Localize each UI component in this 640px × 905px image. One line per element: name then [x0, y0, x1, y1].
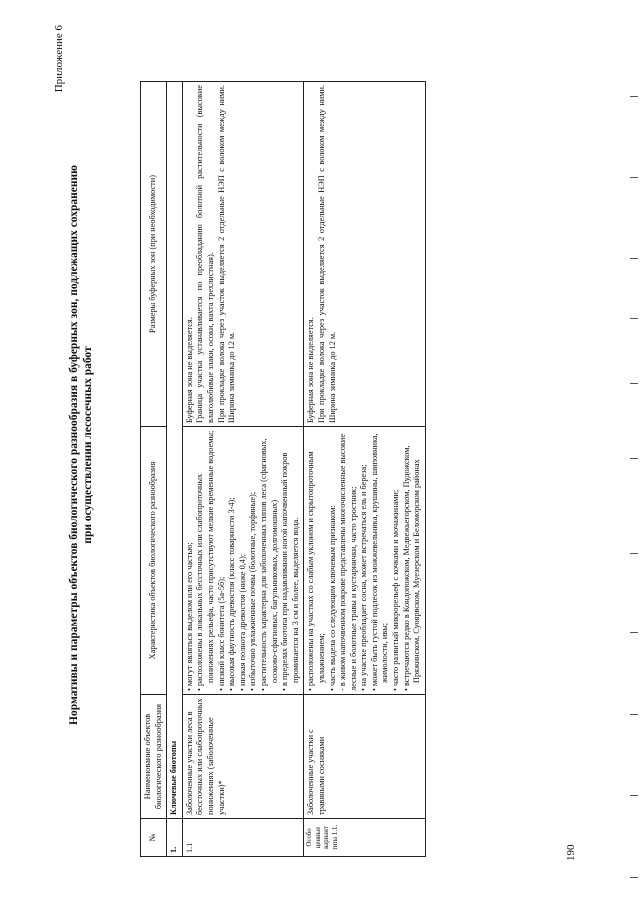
scan-mark [630, 177, 638, 178]
scan-mark [630, 632, 638, 633]
scan-mark [630, 318, 638, 319]
table-row [182, 82, 304, 857]
list-item: • расположены на участках со слабым уклоном и скрытопроточным увлажнением; [306, 430, 327, 691]
list-item: • в пределах биотопа при надавливании ногой напочвенный покров проминается на 3 см и более, выделяется вода. [280, 430, 301, 691]
row-num: 1.1 [182, 819, 304, 857]
list-item: • может быть густой подлесок из можжевельника, крушины, шиповника, жимолости, ивы; [370, 430, 391, 691]
section-label: Ключевые биотопы [167, 82, 183, 819]
buffer-paragraph: Буферная зона не выделяется. [306, 317, 316, 423]
row-name: Заболоченные участки с травяными сосняками [304, 695, 426, 819]
title-line-2: при осуществлении лесосечных работ [82, 346, 94, 544]
section-row [167, 82, 183, 857]
table-header-row [141, 82, 167, 857]
rotated-landscape-page [45, 15, 605, 875]
buffer-paragraph: При прокладке волока через участок выделяется 2 отдельные НЭП с волоком между ними. Ширина зимника до 12 м. [216, 85, 237, 423]
list-item: • растительность характерна для заболоченных типов леса (сфагновых, осоково-сфагновых, багульниковых, долгомошных) [259, 430, 280, 691]
row-name: Заболоченные участки леса в бессточных или слабопроточных понижениях (заболоченные участки)* [182, 695, 304, 819]
row-characteristics [304, 427, 426, 695]
characteristics-list [306, 430, 423, 691]
buffer-paragraph: Буферная зона не выделяется. [184, 317, 194, 423]
characteristics-list [185, 430, 302, 691]
scan-mark [630, 258, 638, 259]
list-item: • часть выдела со следующим ключевым признаком: [328, 430, 339, 691]
header-name: Наименование объектов биологического разнообразия [141, 695, 167, 819]
scan-mark [630, 714, 638, 715]
scan-mark [630, 96, 638, 97]
row-buffer [304, 82, 426, 427]
scan-mark [630, 795, 638, 796]
list-item: • низкий класс бонитета (5а-5б); [217, 430, 228, 691]
norms-table [140, 81, 426, 857]
scan-mark [630, 553, 638, 554]
scan-mark [630, 458, 638, 459]
page-title [67, 95, 95, 795]
header-num: № [141, 819, 167, 857]
header-buffer: Размеры буферных зон (при необходимости) [141, 82, 167, 427]
section-num: 1. [167, 819, 183, 857]
list-item: • могут являться выделом или его частью; [185, 430, 196, 691]
list-item: • высокая фаутность древостоя (класс товарности 3-4); [227, 430, 238, 691]
scan-mark [630, 383, 638, 384]
header-characteristics: Характеристика объектов биологического разнообразия [141, 427, 167, 695]
list-item: • встречаются редко в Кондопожском, Медвежьегорском, Пудожском, Пряжинском, Суоярвском, Муезерском и Беломорском районах [402, 430, 423, 691]
page-number: 190 [565, 844, 577, 861]
scan-mark [630, 877, 638, 878]
list-item: • расположены в локальных бессточных или слабопроточных понижениях рельефа, часто присутствуют мелкие временные водоемы; [195, 430, 216, 691]
row-buffer [182, 82, 304, 427]
buffer-paragraph: Граница участка устанавливается по преобладанию болотной растительности (высокие влаголюбивые злаки, осоки, вахта трехлистная). [195, 85, 215, 423]
list-item: • часто развитый микрорельеф с кочками и мочажинами; [391, 430, 402, 691]
list-item: • избыточно увлажненные почвы (болотные, торфяные); [248, 430, 259, 691]
list-item: • на участке преобладает сосна, может встречаться ель и береза; [359, 430, 370, 691]
appendix-label: Приложение 6 [53, 25, 65, 93]
buffer-paragraph: При прокладке волока через участок выделяется 2 отдельные НЭП с волоком между ними. Ширина зимника до 12 м. [316, 85, 337, 423]
list-item: • низкая полнота древостоя (ниже 0,4); [238, 430, 249, 691]
row-characteristics [182, 427, 304, 695]
title-line-1: Нормативы и параметры объектов биологического разнообразия в буферных зон, подлежащих сохранению [68, 165, 80, 725]
table-row [304, 82, 426, 857]
row-num: Особо ценные вариант типа 1.1. [304, 819, 426, 857]
list-item: - в живом напочвенном покрове представлены многочисленные высокие лесные и болотные травы и кустарнички, часто тростник; [338, 434, 358, 691]
